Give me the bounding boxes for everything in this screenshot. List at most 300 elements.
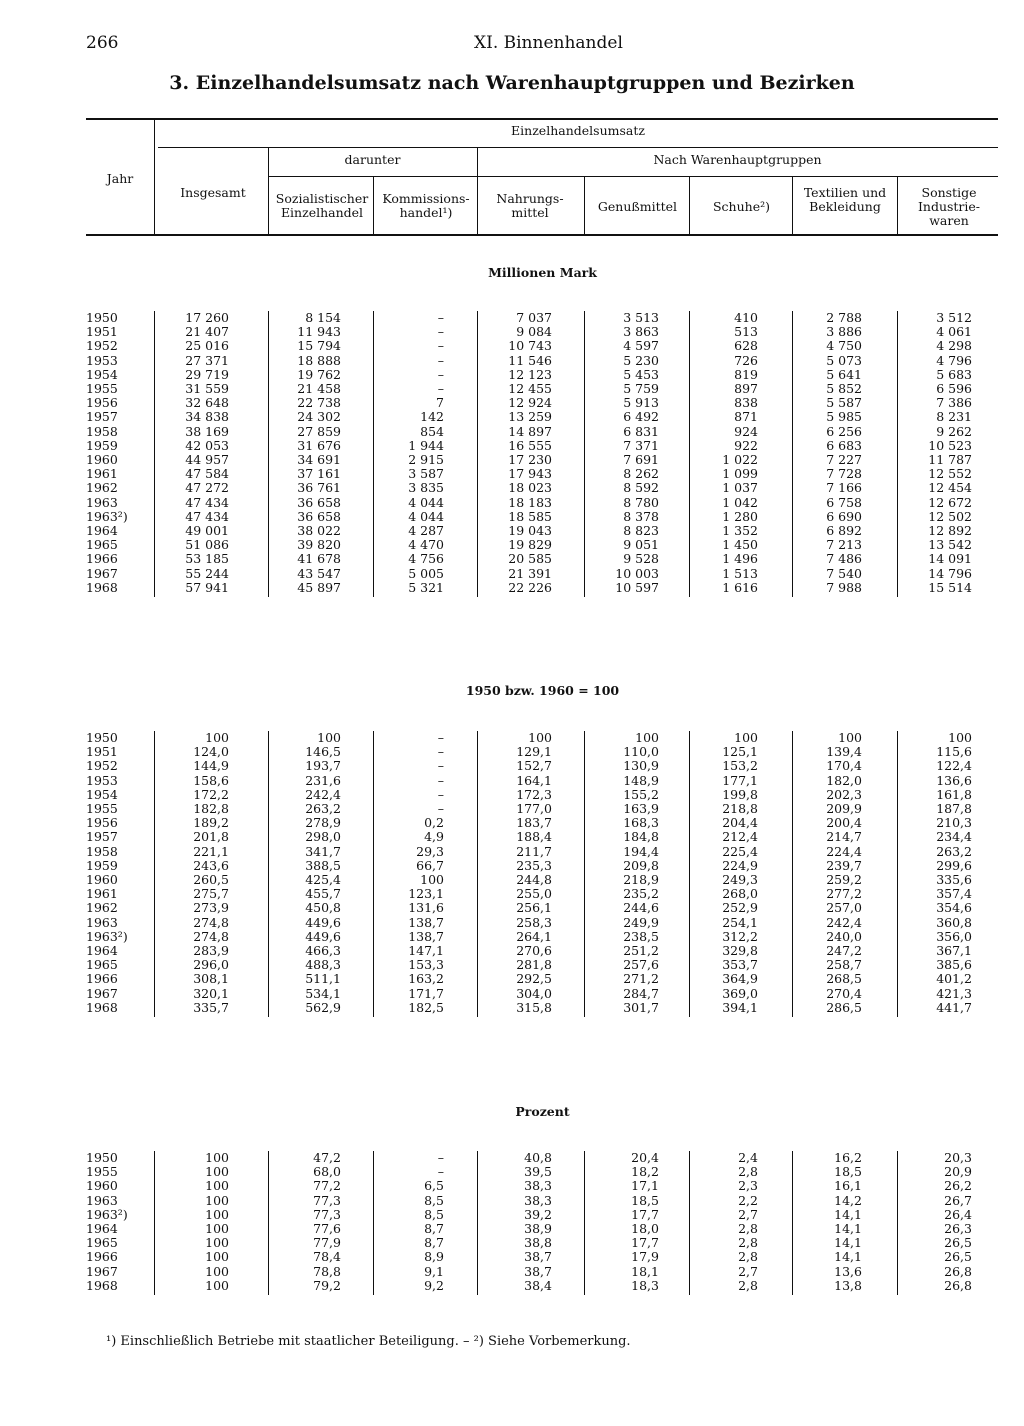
value-cell: 243,6 bbox=[193, 857, 229, 873]
value-cell: 5 005 bbox=[408, 565, 444, 581]
year-cell: 1955 bbox=[86, 1164, 118, 1180]
value-cell: 7 486 bbox=[826, 551, 862, 567]
value-cell: 20,4 bbox=[631, 1150, 659, 1165]
table-row bbox=[0, 339, 1024, 353]
value-cell: 221,1 bbox=[193, 843, 229, 859]
value-cell: 38,9 bbox=[524, 1221, 552, 1236]
header-umsatz: Einzelhandelsumsatz bbox=[511, 123, 645, 138]
value-cell: 124,0 bbox=[193, 744, 229, 760]
year-cell: 1958 bbox=[86, 423, 118, 439]
value-cell: 13 259 bbox=[508, 409, 552, 425]
value-cell: 77,9 bbox=[313, 1235, 341, 1251]
value-cell: 138,7 bbox=[408, 914, 444, 930]
value-cell: 1 042 bbox=[722, 494, 758, 510]
value-cell: 8 378 bbox=[623, 508, 659, 524]
year-cell: 1965 bbox=[86, 957, 118, 973]
value-cell: 4 044 bbox=[408, 508, 444, 524]
value-cell: 5 073 bbox=[826, 352, 862, 368]
table-row bbox=[0, 1151, 1024, 1165]
value-cell: 17 943 bbox=[508, 466, 552, 482]
year-cell: 1960 bbox=[86, 1178, 118, 1194]
value-cell: 25 016 bbox=[185, 338, 229, 354]
value-cell: 308,1 bbox=[193, 971, 229, 987]
value-cell: 7 bbox=[436, 395, 444, 411]
value-cell: 369,0 bbox=[722, 985, 758, 1001]
value-cell: 153,3 bbox=[408, 957, 444, 973]
value-cell: 18 888 bbox=[297, 352, 341, 368]
table-row bbox=[0, 382, 1024, 396]
value-cell: 441,7 bbox=[936, 999, 972, 1015]
table-row bbox=[0, 987, 1024, 1001]
value-cell: 238,5 bbox=[623, 928, 659, 944]
value-cell: 41 678 bbox=[297, 551, 341, 567]
value-cell: 257,6 bbox=[623, 957, 659, 973]
value-cell: 5 321 bbox=[408, 579, 444, 595]
value-cell: 26,3 bbox=[944, 1221, 972, 1236]
table-row bbox=[0, 759, 1024, 773]
header-textil: Textilien und Bekleidung bbox=[803, 185, 887, 214]
header-subrule bbox=[268, 176, 998, 177]
value-cell: – bbox=[437, 730, 444, 745]
table-row bbox=[0, 731, 1024, 745]
value-cell: 18,5 bbox=[834, 1164, 862, 1180]
year-cell: 1956 bbox=[86, 395, 118, 411]
value-cell: 100 bbox=[205, 1150, 229, 1165]
value-cell: 3 587 bbox=[408, 466, 444, 482]
value-cell: 5 852 bbox=[826, 381, 862, 396]
value-cell: 100 bbox=[205, 1206, 229, 1222]
value-cell: 249,3 bbox=[722, 872, 758, 887]
value-cell: 161,8 bbox=[936, 786, 972, 802]
year-cell: 1959 bbox=[86, 857, 118, 873]
value-cell: 21 407 bbox=[185, 324, 229, 340]
value-cell: – bbox=[437, 352, 444, 368]
table-row bbox=[0, 1001, 1024, 1015]
value-cell: 244,8 bbox=[516, 872, 552, 887]
value-cell: 14 897 bbox=[508, 423, 552, 439]
footnote: ¹) Einschließlich Betriebe mit staatlicher Beteiligung. – ²) Siehe Vorbemerkung. bbox=[106, 1334, 631, 1349]
year-cell: 1963²) bbox=[86, 1206, 128, 1222]
header-darunter: darunter bbox=[344, 152, 401, 167]
table-row bbox=[0, 916, 1024, 930]
table-row bbox=[0, 816, 1024, 830]
value-cell: 26,8 bbox=[944, 1277, 972, 1293]
value-cell: 184,8 bbox=[623, 829, 659, 845]
value-cell: 172,3 bbox=[516, 786, 552, 802]
value-cell: 6 683 bbox=[826, 437, 862, 453]
year-cell: 1964 bbox=[86, 943, 118, 958]
value-cell: 8 231 bbox=[936, 409, 972, 425]
value-cell: 7 371 bbox=[623, 437, 659, 453]
value-cell: 38,7 bbox=[524, 1263, 552, 1279]
value-cell: 3 835 bbox=[408, 480, 444, 496]
value-cell: 77,2 bbox=[313, 1178, 341, 1194]
value-cell: 100 bbox=[317, 730, 341, 745]
value-cell: 257,0 bbox=[826, 900, 862, 916]
value-cell: 26,5 bbox=[944, 1249, 972, 1265]
header-nahrung: Nahrungs-mittel bbox=[496, 191, 564, 220]
value-cell: 5 453 bbox=[623, 366, 659, 382]
value-cell: 242,4 bbox=[305, 786, 341, 802]
value-cell: 268,5 bbox=[826, 971, 862, 987]
header-insgesamt: Insgesamt bbox=[180, 185, 246, 200]
value-cell: 189,2 bbox=[193, 815, 229, 831]
value-cell: 11 546 bbox=[508, 352, 552, 368]
value-cell: 51 086 bbox=[185, 537, 229, 553]
value-cell: 6 758 bbox=[826, 494, 862, 510]
value-cell: 268,0 bbox=[722, 886, 758, 902]
year-cell: 1964 bbox=[86, 523, 118, 538]
value-cell: 153,2 bbox=[722, 758, 758, 774]
value-cell: 34 838 bbox=[185, 409, 229, 425]
value-cell: 39 820 bbox=[297, 537, 341, 553]
value-cell: 78,4 bbox=[313, 1249, 341, 1265]
value-cell: 449,6 bbox=[305, 928, 341, 944]
value-cell: 27 859 bbox=[297, 423, 341, 439]
value-cell: 7 166 bbox=[826, 480, 862, 496]
value-cell: 14,1 bbox=[834, 1206, 862, 1222]
value-cell: 299,6 bbox=[936, 857, 972, 873]
value-cell: 15 514 bbox=[928, 579, 972, 595]
value-cell: 13,8 bbox=[834, 1277, 862, 1293]
section-label: 1950 bzw. 1960 = 100 bbox=[465, 683, 620, 698]
table-row bbox=[0, 567, 1024, 581]
value-cell: 17,7 bbox=[631, 1235, 659, 1251]
year-cell: 1963 bbox=[86, 914, 118, 930]
value-cell: 47 434 bbox=[185, 508, 229, 524]
value-cell: 20,9 bbox=[944, 1164, 972, 1180]
value-cell: – bbox=[437, 338, 444, 354]
value-cell: 163,2 bbox=[408, 971, 444, 987]
value-cell: 1 099 bbox=[722, 466, 758, 482]
value-cell: 2,8 bbox=[738, 1164, 758, 1180]
value-cell: 224,4 bbox=[826, 843, 862, 859]
table-row bbox=[0, 354, 1024, 368]
value-cell: 6 892 bbox=[826, 523, 862, 538]
value-cell: 6 596 bbox=[936, 381, 972, 396]
header-divider bbox=[897, 177, 898, 235]
value-cell: 275,7 bbox=[193, 886, 229, 902]
table-row bbox=[0, 325, 1024, 339]
value-cell: 3 513 bbox=[623, 310, 659, 325]
value-cell: 18,5 bbox=[631, 1192, 659, 1208]
year-cell: 1953 bbox=[86, 772, 118, 788]
value-cell: 100 bbox=[420, 872, 444, 887]
value-cell: 8,5 bbox=[424, 1206, 444, 1222]
year-cell: 1963²) bbox=[86, 928, 128, 944]
value-cell: 234,4 bbox=[936, 829, 972, 845]
header-schuhe: Schuhe²) bbox=[712, 199, 770, 214]
value-cell: 421,3 bbox=[936, 985, 972, 1001]
value-cell: – bbox=[437, 366, 444, 382]
value-cell: 47 584 bbox=[185, 466, 229, 482]
value-cell: 16,1 bbox=[834, 1178, 862, 1194]
value-cell: 274,8 bbox=[193, 928, 229, 944]
value-cell: 66,7 bbox=[416, 857, 444, 873]
table-row bbox=[0, 1208, 1024, 1222]
value-cell: 258,3 bbox=[516, 914, 552, 930]
value-cell: 57 941 bbox=[185, 579, 229, 595]
value-cell: 360,8 bbox=[936, 914, 972, 930]
value-cell: 22 226 bbox=[508, 579, 552, 595]
value-cell: 5 759 bbox=[623, 381, 659, 396]
header-sozial: Sozialistischer Einzelhandel bbox=[275, 191, 369, 220]
value-cell: 38,7 bbox=[524, 1249, 552, 1265]
year-cell: 1951 bbox=[86, 324, 118, 340]
year-cell: 1968 bbox=[86, 579, 118, 595]
value-cell: 6 256 bbox=[826, 423, 862, 439]
value-cell: 14,1 bbox=[834, 1221, 862, 1236]
value-cell: 68,0 bbox=[313, 1164, 341, 1180]
year-cell: 1950 bbox=[86, 310, 118, 325]
value-cell: 100 bbox=[205, 1221, 229, 1236]
table-row bbox=[0, 1165, 1024, 1179]
value-cell: 562,9 bbox=[305, 999, 341, 1015]
page-number: 266 bbox=[86, 33, 119, 53]
value-cell: 1 496 bbox=[722, 551, 758, 567]
value-cell: 183,7 bbox=[516, 815, 552, 831]
year-cell: 1959 bbox=[86, 437, 118, 453]
value-cell: 26,7 bbox=[944, 1192, 972, 1208]
year-cell: 1958 bbox=[86, 843, 118, 859]
value-cell: 21 458 bbox=[297, 381, 341, 396]
value-cell: 320,1 bbox=[193, 985, 229, 1001]
value-cell: 38,3 bbox=[524, 1192, 552, 1208]
header-divider bbox=[792, 177, 793, 235]
year-cell: 1962 bbox=[86, 480, 118, 496]
year-cell: 1968 bbox=[86, 1277, 118, 1293]
header-divider bbox=[154, 118, 155, 235]
value-cell: 14,1 bbox=[834, 1249, 862, 1265]
value-cell: 225,4 bbox=[722, 843, 758, 859]
value-cell: 270,4 bbox=[826, 985, 862, 1001]
value-cell: 42 053 bbox=[185, 437, 229, 453]
year-cell: 1961 bbox=[86, 466, 118, 482]
value-cell: 9,2 bbox=[424, 1277, 444, 1293]
value-cell: 100 bbox=[205, 1164, 229, 1180]
value-cell: 2 788 bbox=[826, 310, 862, 325]
value-cell: 12 552 bbox=[928, 466, 972, 482]
value-cell: 100 bbox=[205, 1249, 229, 1265]
value-cell: 1 450 bbox=[722, 537, 758, 553]
value-cell: 7 988 bbox=[826, 579, 862, 595]
value-cell: 5 913 bbox=[623, 395, 659, 411]
value-cell: 193,7 bbox=[305, 758, 341, 774]
value-cell: 9,1 bbox=[424, 1263, 444, 1279]
value-cell: 11 787 bbox=[928, 452, 972, 467]
value-cell: 7 540 bbox=[826, 565, 862, 581]
value-cell: 14 796 bbox=[928, 565, 972, 581]
value-cell: 17 260 bbox=[185, 310, 229, 325]
value-cell: 354,6 bbox=[936, 900, 972, 916]
year-cell: 1966 bbox=[86, 1249, 118, 1265]
year-cell: 1957 bbox=[86, 409, 118, 425]
value-cell: 12 502 bbox=[928, 508, 972, 524]
value-cell: 251,2 bbox=[623, 943, 659, 958]
value-cell: 3 863 bbox=[623, 324, 659, 340]
value-cell: 123,1 bbox=[408, 886, 444, 902]
value-cell: 37 161 bbox=[297, 466, 341, 482]
value-cell: 466,3 bbox=[305, 943, 341, 958]
value-cell: 0,2 bbox=[424, 815, 444, 831]
value-cell: 304,0 bbox=[516, 985, 552, 1001]
value-cell: 55 244 bbox=[185, 565, 229, 581]
value-cell: 45 897 bbox=[297, 579, 341, 595]
value-cell: 18 023 bbox=[508, 480, 552, 496]
value-cell: 4 756 bbox=[408, 551, 444, 567]
year-cell: 1966 bbox=[86, 551, 118, 567]
table-row bbox=[0, 1250, 1024, 1264]
year-cell: 1953 bbox=[86, 352, 118, 368]
value-cell: 47,2 bbox=[313, 1150, 341, 1165]
value-cell: 2,8 bbox=[738, 1221, 758, 1236]
value-cell: 4 298 bbox=[936, 338, 972, 354]
value-cell: 8,5 bbox=[424, 1192, 444, 1208]
value-cell: 1 022 bbox=[722, 452, 758, 467]
value-cell: 264,1 bbox=[516, 928, 552, 944]
value-cell: 26,4 bbox=[944, 1206, 972, 1222]
value-cell: 43 547 bbox=[297, 565, 341, 581]
value-cell: 7 037 bbox=[516, 310, 552, 325]
year-cell: 1963 bbox=[86, 1192, 118, 1208]
value-cell: 14,2 bbox=[834, 1192, 862, 1208]
year-cell: 1960 bbox=[86, 872, 118, 887]
value-cell: 388,5 bbox=[305, 857, 341, 873]
value-cell: 172,2 bbox=[193, 786, 229, 802]
year-cell: 1951 bbox=[86, 744, 118, 760]
table-row bbox=[0, 453, 1024, 467]
value-cell: 2,4 bbox=[738, 1150, 758, 1165]
value-cell: 100 bbox=[734, 730, 758, 745]
value-cell: 296,0 bbox=[193, 957, 229, 973]
value-cell: 1 513 bbox=[722, 565, 758, 581]
value-cell: 18 183 bbox=[508, 494, 552, 510]
value-cell: 292,5 bbox=[516, 971, 552, 987]
value-cell: 5 683 bbox=[936, 366, 972, 382]
year-cell: 1950 bbox=[86, 1150, 118, 1165]
value-cell: 6 831 bbox=[623, 423, 659, 439]
value-cell: 1 280 bbox=[722, 508, 758, 524]
value-cell: 12 455 bbox=[508, 381, 552, 396]
table-row bbox=[0, 368, 1024, 382]
value-cell: 100 bbox=[205, 1263, 229, 1279]
value-cell: 163,9 bbox=[623, 801, 659, 816]
value-cell: 1 616 bbox=[722, 579, 758, 595]
value-cell: 201,8 bbox=[193, 829, 229, 845]
value-cell: 158,6 bbox=[193, 772, 229, 788]
table-row bbox=[0, 311, 1024, 325]
value-cell: 1 944 bbox=[408, 437, 444, 453]
value-cell: 4 044 bbox=[408, 494, 444, 510]
table-row bbox=[0, 1194, 1024, 1208]
value-cell: 100 bbox=[205, 1192, 229, 1208]
value-cell: 31 676 bbox=[297, 437, 341, 453]
value-cell: 77,3 bbox=[313, 1206, 341, 1222]
value-cell: 129,1 bbox=[516, 744, 552, 760]
table-row bbox=[0, 845, 1024, 859]
value-cell: – bbox=[437, 1164, 444, 1180]
value-cell: 838 bbox=[734, 395, 758, 411]
table-row bbox=[0, 802, 1024, 816]
value-cell: 4 061 bbox=[936, 324, 972, 340]
value-cell: 29,3 bbox=[416, 843, 444, 859]
header-subrule bbox=[158, 147, 998, 148]
value-cell: 7 386 bbox=[936, 395, 972, 411]
value-cell: 19 762 bbox=[297, 366, 341, 382]
value-cell: 147,1 bbox=[408, 943, 444, 958]
value-cell: 47 434 bbox=[185, 494, 229, 510]
value-cell: 224,9 bbox=[722, 857, 758, 873]
value-cell: 13,6 bbox=[834, 1263, 862, 1279]
value-cell: 188,4 bbox=[516, 829, 552, 845]
value-cell: 14,1 bbox=[834, 1235, 862, 1251]
year-cell: 1967 bbox=[86, 565, 118, 581]
header-bottom-rule bbox=[86, 234, 998, 236]
value-cell: 8 780 bbox=[623, 494, 659, 510]
value-cell: 16 555 bbox=[508, 437, 552, 453]
table-row bbox=[0, 873, 1024, 887]
value-cell: 8,7 bbox=[424, 1235, 444, 1251]
value-cell: 924 bbox=[734, 423, 758, 439]
value-cell: 922 bbox=[734, 437, 758, 453]
value-cell: 27 371 bbox=[185, 352, 229, 368]
value-cell: 17,7 bbox=[631, 1206, 659, 1222]
header-genuss: Genußmittel bbox=[597, 199, 678, 214]
value-cell: 4 750 bbox=[826, 338, 862, 354]
value-cell: 367,1 bbox=[936, 943, 972, 958]
table-row bbox=[0, 930, 1024, 944]
table-row bbox=[0, 410, 1024, 424]
value-cell: 136,6 bbox=[936, 772, 972, 788]
value-cell: 49 001 bbox=[185, 523, 229, 538]
value-cell: 21 391 bbox=[508, 565, 552, 581]
value-cell: 9 528 bbox=[623, 551, 659, 567]
table-row bbox=[0, 830, 1024, 844]
value-cell: 2,8 bbox=[738, 1277, 758, 1293]
value-cell: 39,2 bbox=[524, 1206, 552, 1222]
value-cell: 211,7 bbox=[516, 843, 552, 859]
value-cell: 283,9 bbox=[193, 943, 229, 958]
value-cell: 252,9 bbox=[722, 900, 758, 916]
value-cell: 177,1 bbox=[722, 772, 758, 788]
year-cell: 1955 bbox=[86, 381, 118, 396]
value-cell: 182,8 bbox=[193, 801, 229, 816]
value-cell: 144,9 bbox=[193, 758, 229, 774]
running-header: XI. Binnenhandel bbox=[474, 33, 623, 53]
value-cell: 122,4 bbox=[936, 758, 972, 774]
table-row bbox=[0, 396, 1024, 410]
value-cell: 12 892 bbox=[928, 523, 972, 538]
value-cell: 115,6 bbox=[936, 744, 972, 760]
value-cell: 218,8 bbox=[722, 801, 758, 816]
value-cell: 7 213 bbox=[826, 537, 862, 553]
table-row bbox=[0, 887, 1024, 901]
value-cell: 263,2 bbox=[936, 843, 972, 859]
value-cell: 254,1 bbox=[722, 914, 758, 930]
value-cell: 36 658 bbox=[297, 494, 341, 510]
value-cell: 356,0 bbox=[936, 928, 972, 944]
value-cell: 258,7 bbox=[826, 957, 862, 973]
table-row bbox=[0, 1265, 1024, 1279]
value-cell: 341,7 bbox=[305, 843, 341, 859]
value-cell: 5 230 bbox=[623, 352, 659, 368]
value-cell: 10 003 bbox=[615, 565, 659, 581]
value-cell: 44 957 bbox=[185, 452, 229, 467]
value-cell: 244,6 bbox=[623, 900, 659, 916]
value-cell: 200,4 bbox=[826, 815, 862, 831]
table-row bbox=[0, 901, 1024, 915]
value-cell: 110,0 bbox=[623, 744, 659, 760]
